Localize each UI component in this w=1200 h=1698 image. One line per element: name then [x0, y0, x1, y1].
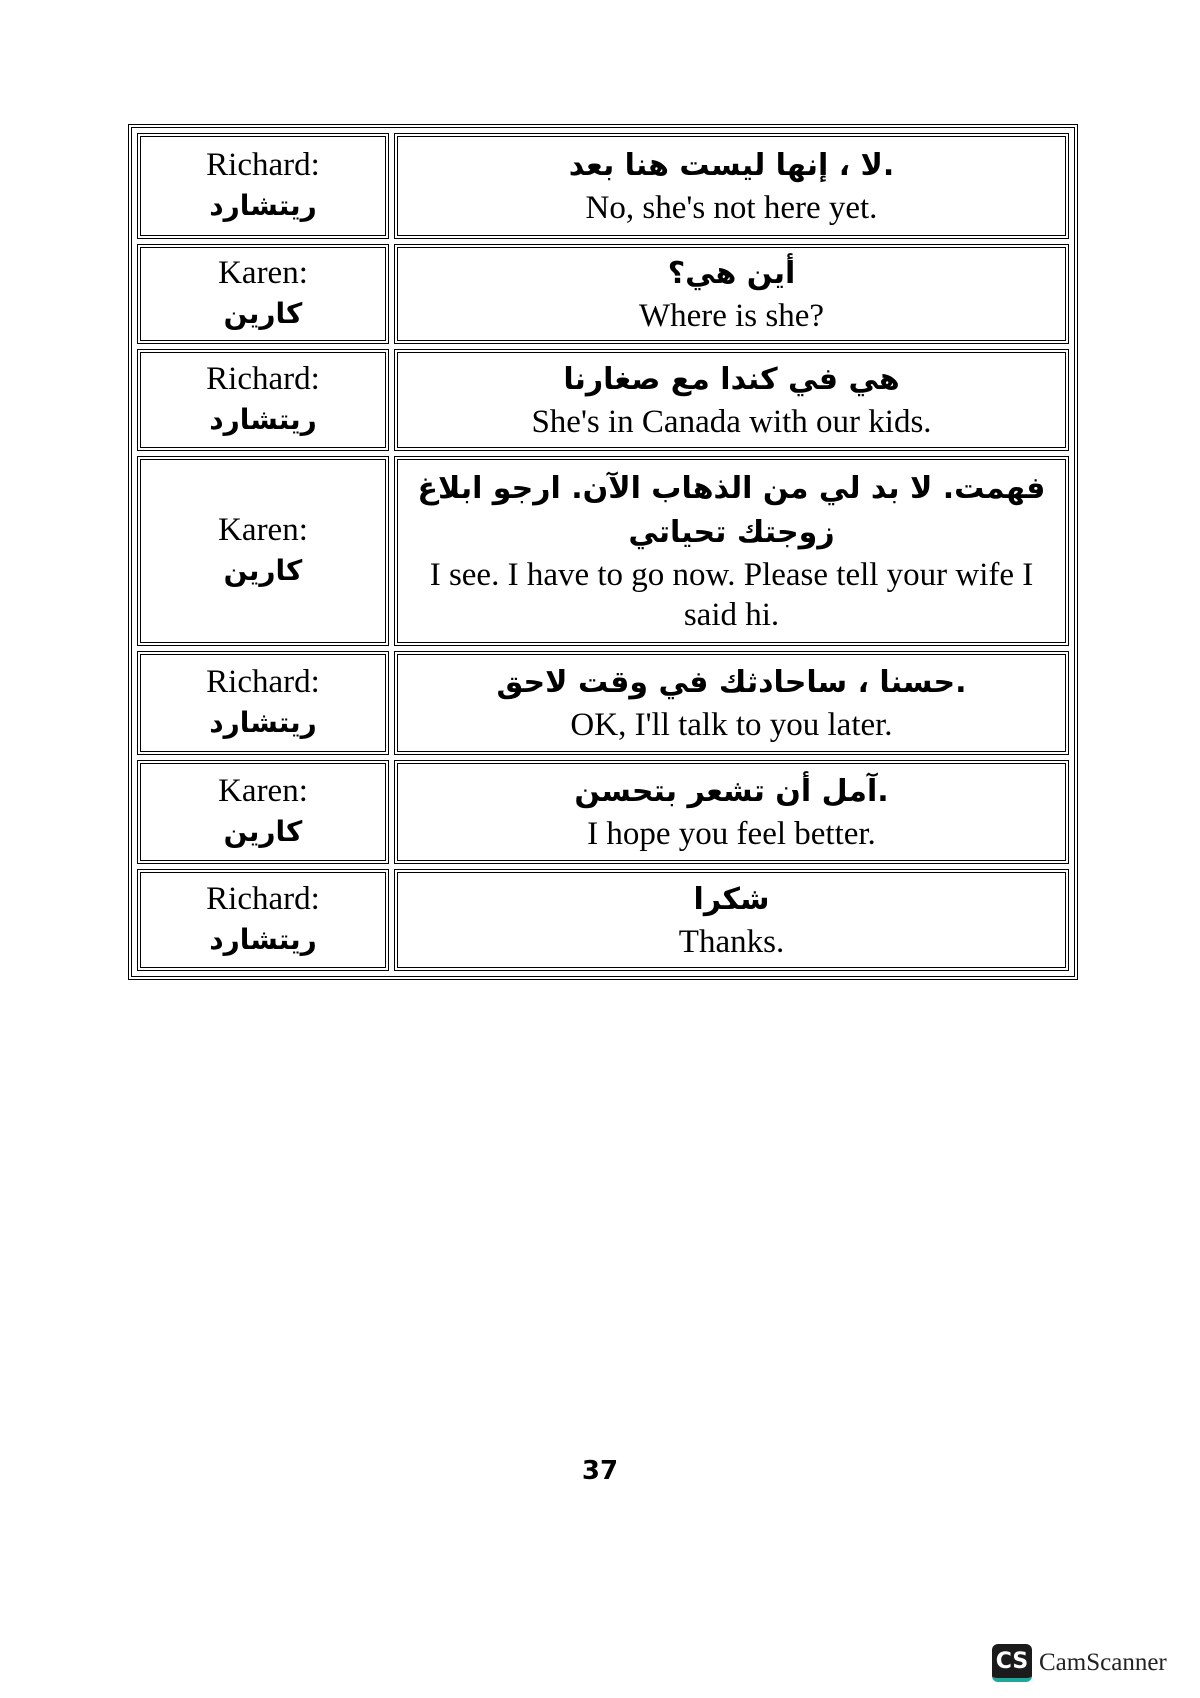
line-en: OK, I'll talk to you later. [570, 707, 893, 743]
line-cell [394, 133, 1069, 239]
dialog-row [137, 869, 1069, 971]
speaker-name-en: Richard: [206, 361, 320, 397]
speaker-cell [137, 133, 389, 239]
dialog-row [137, 651, 1069, 755]
line-ar: .آمل أن تشعر بتحسن [574, 774, 889, 809]
speaker-name-ar: ريتشارد [209, 706, 317, 739]
line-ar: أين هي؟ [667, 256, 796, 291]
speaker-name-ar: كارين [223, 815, 303, 848]
line-en: No, she's not here yet. [585, 190, 878, 226]
speaker-name-en: Karen: [218, 773, 308, 809]
line-en: Where is she? [638, 298, 825, 334]
dialog-row [137, 349, 1069, 451]
speaker-name-ar: ريتشارد [209, 403, 317, 436]
speaker-name-en: Karen: [218, 512, 308, 548]
line-ar: هي في كندا مع صغارنا [563, 362, 900, 397]
dialog-table [128, 124, 1078, 980]
speaker-cell [137, 869, 389, 971]
line-cell [394, 456, 1069, 646]
speaker-name-ar: كارين [223, 297, 303, 330]
speaker-name-ar: كارين [223, 554, 303, 587]
line-cell [394, 244, 1069, 344]
speaker-name-en: Karen: [218, 255, 308, 291]
page-number: 37 [581, 1456, 619, 1486]
speaker-name-ar: ريتشارد [209, 923, 317, 956]
line-en: Thanks. [678, 924, 785, 960]
speaker-cell [137, 760, 389, 864]
dialog-row [137, 456, 1069, 646]
dialog-row [137, 760, 1069, 864]
line-en: I hope you feel better. [587, 816, 876, 852]
dialog-row [137, 244, 1069, 344]
line-ar: .حسنا ، ساحادثك في وقت لاحق [496, 665, 967, 700]
camscanner-logo-icon: CS [992, 1644, 1032, 1682]
speaker-cell [137, 456, 389, 646]
speaker-cell [137, 651, 389, 755]
speaker-name-ar: ريتشارد [209, 189, 317, 222]
speaker-cell [137, 244, 389, 344]
camscanner-watermark [992, 1644, 1167, 1682]
line-cell [394, 349, 1069, 451]
line-ar: .لا ، إنها ليست هنا بعد [568, 148, 895, 183]
camscanner-text: CamScanner [1039, 1649, 1167, 1676]
line-ar: شكرا [693, 882, 770, 917]
line-en: I see. I have to go now. Please tell your wife I said hi. [429, 557, 1034, 633]
line-cell [394, 869, 1069, 971]
speaker-name-en: Richard: [206, 147, 320, 183]
dialog-row [137, 133, 1069, 239]
speaker-name-en: Richard: [206, 881, 320, 917]
speaker-name-en: Richard: [206, 664, 320, 700]
line-ar: فهمت. لا بد لي من الذهاب الآن. ارجو ابلاغ زوجتك تحياتي [417, 471, 1046, 550]
line-cell [394, 651, 1069, 755]
line-en: She's in Canada with our kids. [531, 404, 932, 440]
line-cell [394, 760, 1069, 864]
speaker-cell [137, 349, 389, 451]
